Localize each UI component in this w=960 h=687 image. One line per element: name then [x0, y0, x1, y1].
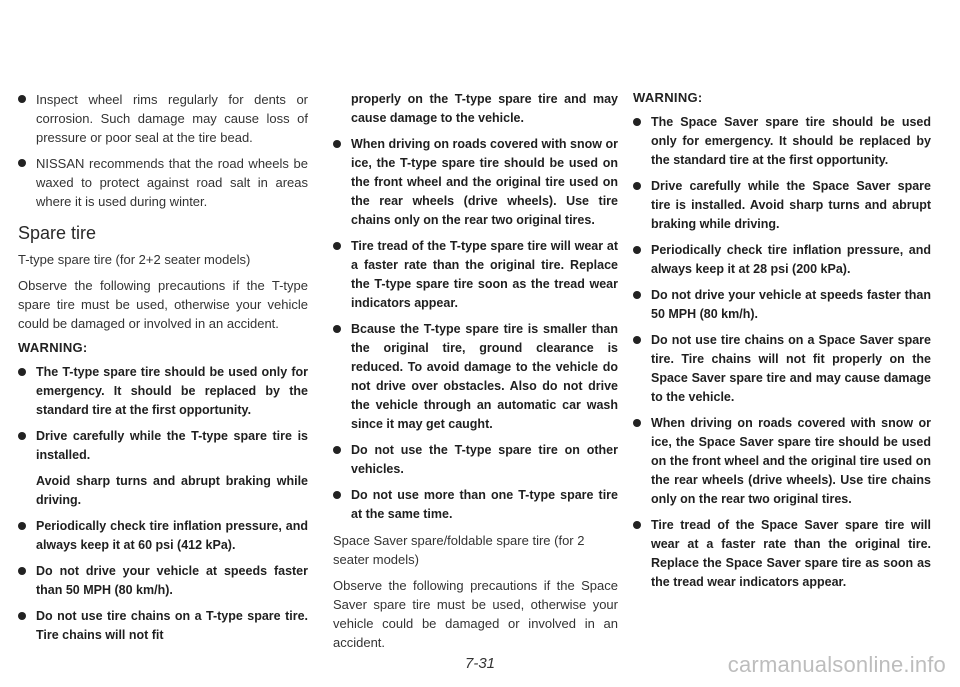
- paragraph: Observe the following precautions if the Space Saver spare tire must be used, otherwise your vehicle could be damaged or involved in an accident.: [333, 578, 618, 650]
- warning-item: Bcause the T-type spare tire is smaller than the original tire, ground clearance is reduced. To avoid damage to the vehicle do not drive over obstacles. Also do not drive the vehicle through an automatic car wash since it may get caught.: [333, 320, 618, 434]
- bullet-icon: [633, 246, 641, 254]
- page-number: 7-31: [464, 655, 496, 672]
- bullet-item: NISSAN recommends that the road wheels be waxed to protect against road salt in areas where it is used during winter.: [18, 154, 308, 211]
- warning-item: Do not use the T-type spare tire on other vehicles.: [333, 441, 618, 479]
- bullet-icon: [333, 242, 341, 250]
- warning-heading: WARNING:: [18, 340, 88, 355]
- bullet-icon: [333, 140, 341, 148]
- bullet-icon: [633, 521, 641, 529]
- warning-item: Do not use tire chains on a Space Saver spare tire. Tire chains will not fit properly on the Space Saver spare tire and may cause damage to the vehicle.: [633, 331, 931, 407]
- bullet-icon: [633, 419, 641, 427]
- warning-item: Periodically check tire inflation pressure, and always keep it at 60 psi (412 kPa).: [18, 517, 308, 555]
- warning-item: Do not drive your vehicle at speeds faster than 50 MPH (80 km/h).: [18, 562, 308, 600]
- paragraph: Observe the following precautions if the T-type spare tire must be used, otherwise your vehicle could be damaged or involved in an accident.: [18, 278, 308, 331]
- bullet-icon: [333, 325, 341, 333]
- bullet-icon: [633, 291, 641, 299]
- bullet-icon: [18, 612, 26, 620]
- bullet-icon: [18, 567, 26, 575]
- subheading: Space Saver spare/foldable spare tire (for 2 seater models): [333, 533, 585, 567]
- bullet-icon: [633, 336, 641, 344]
- bullet-icon: [633, 182, 641, 190]
- warning-item: The Space Saver spare tire should be used only for emergency. It should be replaced by the standard tire at the first opportunity.: [633, 113, 931, 170]
- warning-item: Tire tread of the Space Saver spare tire will wear at a faster rate than the original tire. Replace the Space Saver spare tire as soon as the tread wear indicators appear.: [633, 516, 931, 592]
- warning-item: Do not use more than one T-type spare tire at the same time.: [333, 486, 618, 524]
- bullet-icon: [633, 118, 641, 126]
- warning-item-continuation: properly on the T-type spare tire and may cause damage to the vehicle.: [351, 92, 618, 125]
- bullet-icon: [333, 446, 341, 454]
- section-heading: Spare tire: [18, 223, 97, 243]
- warning-item: Drive carefully while the T-type spare tire is installed.: [18, 427, 308, 465]
- bullet-icon: [18, 95, 26, 103]
- watermark: carmanualsonline.info: [727, 652, 946, 677]
- warning-item: Do not use tire chains on a T-type spare tire. Tire chains will not fit: [18, 607, 308, 645]
- warning-item: When driving on roads covered with snow or ice, the Space Saver spare tire should be used on the front wheel and the original tire used on the rear wheels (drive wheels). Use tire chains only on the rear two original tires.: [633, 414, 931, 509]
- column-2: [333, 90, 618, 659]
- warning-item: When driving on roads covered with snow or ice, the T-type spare tire should be used on the front wheel and the original tire used on the rear wheels (drive wheels). Use tire chains only on the rear two original tires.: [333, 135, 618, 230]
- bullet-item: Inspect wheel rims regularly for dents or corrosion. Such damage may cause loss of pressure or poor seal at the tire bead.: [18, 90, 308, 147]
- bullet-icon: [18, 522, 26, 530]
- bullet-icon: [18, 368, 26, 376]
- warning-item: The T-type spare tire should be used only for emergency. It should be replaced by the standard tire at the first opportunity.: [18, 363, 308, 420]
- bullet-icon: [18, 432, 26, 440]
- bullet-icon: [18, 159, 26, 167]
- warning-item: Tire tread of the T-type spare tire will wear at a faster rate than the original tire. Replace the T-type spare tire soon as the tread wear indicators appear.: [333, 237, 618, 313]
- subheading: T-type spare tire (for 2+2 seater models): [18, 252, 251, 267]
- warning-heading: WARNING:: [633, 90, 703, 105]
- warning-item-continuation: Avoid sharp turns and abrupt braking while driving.: [36, 474, 308, 507]
- column-3: [633, 90, 931, 599]
- warning-item: Do not drive your vehicle at speeds faster than 50 MPH (80 km/h).: [633, 286, 931, 324]
- warning-item: Drive carefully while the Space Saver spare tire is installed. Avoid sharp turns and abrupt braking while driving.: [633, 177, 931, 234]
- column-1: [18, 90, 308, 652]
- bullet-icon: [333, 491, 341, 499]
- warning-item: Periodically check tire inflation pressure, and always keep it at 28 psi (200 kPa).: [633, 241, 931, 279]
